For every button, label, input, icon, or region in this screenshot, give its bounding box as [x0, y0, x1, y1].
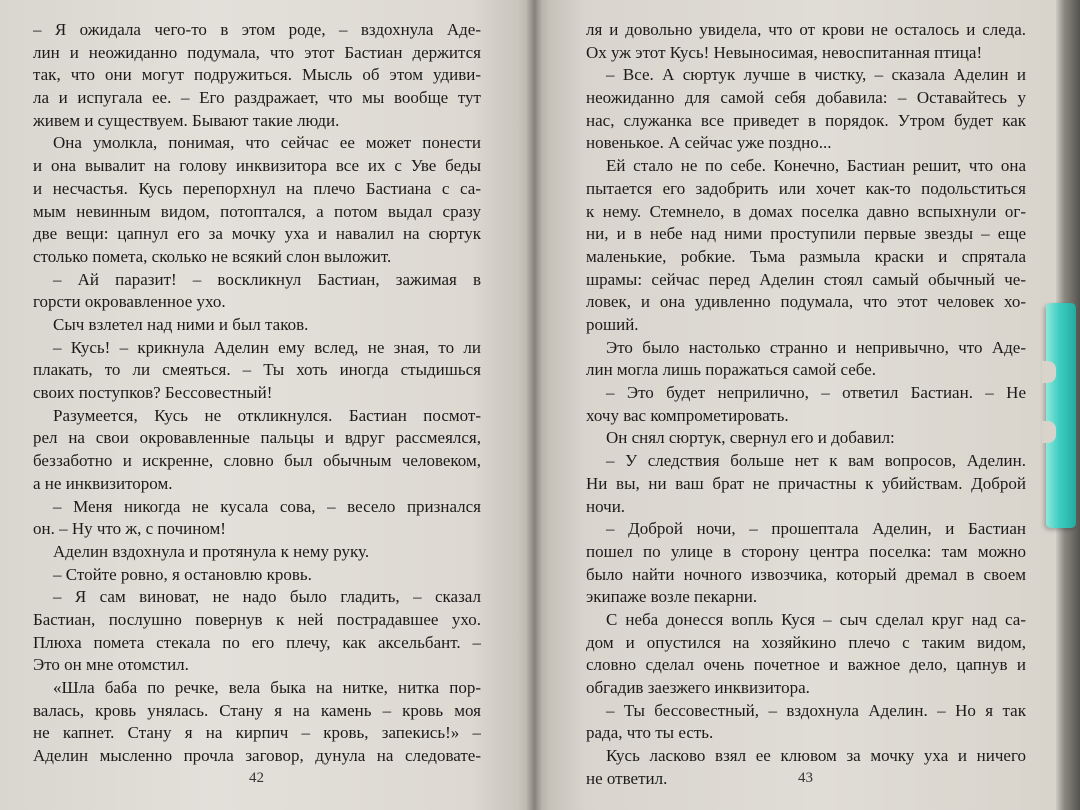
text-line: – Это будет неприлично, – ответил Бастиан. – Не [606, 383, 1026, 403]
book-gutter [526, 0, 542, 810]
clip-notch-lower [1042, 421, 1056, 443]
clip-notch-upper [1042, 361, 1056, 383]
text-line: нас, служанка все приведет в порядок. Утром будет как [586, 110, 1026, 130]
text-line: так, что они могут подружиться. Мысль об этом удиви- [33, 65, 481, 85]
text-line: беззаботно и искренне, словно был обычным человеком, [33, 451, 481, 471]
text-line: лин и неожиданно подумала, что этот Бастиан держится [33, 42, 481, 62]
text-line: Аделин вздохнула и протянула к нему руку. [53, 541, 370, 561]
text-line: рел на свои окровавленные пальцы и вдруг рассмеялся, [33, 428, 481, 448]
right-page-text [586, 19, 1026, 791]
text-line: и несчастья. Кусь перепорхнул на плечо Бастиана с са- [33, 178, 481, 198]
text-line: Он снял сюртук, свернул его и добавил: [606, 428, 895, 448]
text-line: Это было настолько странно и непривычно, что Аде- [606, 337, 1026, 357]
right-page [534, 0, 1056, 810]
text-line: словно сделал очень почетное и важное дело, цапнув и [586, 655, 1026, 675]
text-line: пошел по улице в сторону центра поселка: там можно [586, 541, 1026, 561]
text-line: живем и существуем. Бывают такие люди. [33, 110, 340, 130]
text-line: – Доброй ночи, – прошептала Аделин, и Бастиан [606, 519, 1026, 539]
text-line: экипаже возле пекарни. [586, 587, 758, 607]
text-line: – Я сам виноват, не надо было гладить, – сказал [53, 587, 481, 607]
text-line: плакать, то ли смеяться. – Ты хоть иногда стыдишься [33, 360, 481, 380]
text-line: Кусь ласково взял ее клювом за мочку уха и ничего [606, 746, 1026, 766]
text-line: шрамы: сейчас перед Аделин стоял самый обычный че- [586, 269, 1026, 289]
text-line: ни, и в небе над ними проступили первые звезды – еще [586, 224, 1026, 244]
text-line: ла и испугала ее. – Его раздражает, что мы вообще тут [33, 88, 481, 108]
text-line: хочу вас компрометировать. [586, 405, 789, 425]
text-line: – Я ожидала чего-то в этом роде, – вздохнула Аде- [33, 20, 481, 39]
text-line: было найти ночного извозчика, который дремал в своем [586, 564, 1026, 584]
left-page-text [33, 19, 481, 768]
text-line: мым невинным видом, потоптался, а потом выдал сразу [33, 201, 481, 221]
page-number-left: 42 [249, 770, 264, 786]
text-line: роший. [586, 314, 639, 334]
text-line: Сыч взлетел над ними и был таков. [53, 314, 309, 334]
text-line: валась, кровь унялась. Стану я на камень – кровь моя [33, 700, 481, 720]
text-line: неожиданно для самой себя добавила: – Оставайтесь у [586, 88, 1026, 108]
text-line: – Меня никогда не кусала сова, – весело признался [53, 496, 481, 516]
text-line: – Ты бессовестный, – вздохнула Аделин. – Но я так [606, 700, 1026, 720]
text-line: С неба донесся вопль Куся – сыч сделал круг над са- [606, 610, 1026, 629]
left-page [0, 0, 534, 810]
text-line: горсти окровавленное ухо. [33, 292, 226, 312]
text-line: ночи. [586, 496, 626, 516]
text-line: к нему. Стемнело, в домах поселка давно вспыхнули ог- [586, 201, 1026, 221]
text-line: две вещи: цапнул его за мочку уха и навалил на сюртук [33, 224, 481, 244]
text-line: Ох уж этот Кусь! Невыносимая, невоспитанная птица! [586, 42, 983, 62]
bookmark-clip[interactable] [1046, 303, 1076, 528]
text-line: Бастиан, послушно повернув к ней пострадавшее ухо. [33, 610, 481, 630]
page-number-right: 43 [798, 770, 813, 786]
text-line: Аделин мысленно прочла заговор, дунула на следовате- [33, 746, 481, 766]
text-line: Ей стало не по себе. Конечно, Бастиан решит, что она [606, 156, 1026, 176]
text-line: – Все. А сюртук лучше в чистку, – сказала Аделин и [606, 65, 1026, 85]
text-line: Это он мне отомстил. [33, 655, 189, 675]
text-line: не капнет. Стану я на кирпич – кровь, запекись!» – [33, 723, 481, 743]
text-line: – Стойте ровно, я остановлю кровь. [53, 564, 312, 584]
text-line: ля и довольно увидела, что от крови не осталось и следа. [586, 20, 1026, 39]
text-line: Плюха помета стекала по его плечу, как аксельбант. – [33, 632, 481, 652]
text-line: Разумеется, Кусь не откликнулся. Бастиан посмот- [53, 405, 481, 425]
text-line: ловек, и она удивленно подумала, что этот человек хо- [586, 292, 1026, 312]
text-line: рада, что ты есть. [586, 723, 714, 743]
text-line: и она вывалит на голову инквизитора все их с Уве беды [33, 156, 481, 176]
text-line: пытается его задобрить или хочет как-то подольститься [586, 178, 1026, 198]
text-line: – Ай паразит! – воскликнул Бастиан, зажимая в [53, 269, 481, 289]
text-line: он. – Ну что ж, с почином! [33, 519, 226, 539]
text-line: своих поступков? Бессовестный! [33, 383, 273, 403]
text-line: не ответил. [586, 768, 668, 788]
text-line: Она умолкла, понимая, что сейчас ее может понести [53, 133, 481, 153]
text-line: Ни вы, ни ваш брат не причастны к убийствам. Доброй [586, 473, 1026, 493]
text-line: новенькое. А сейчас уже поздно... [586, 133, 832, 153]
text-line: «Шла баба по речке, вела быка на нитке, нитка пор- [53, 678, 481, 698]
text-line: – У следствия больше нет к вам вопросов, Аделин. [606, 451, 1026, 471]
text-line: лин могла лишь поражаться самой себе. [586, 360, 876, 380]
text-line: – Кусь! – крикнула Аделин ему вслед, не зная, то ли [53, 337, 481, 357]
text-line: маленькие, робкие. Тьма размыла краски и спрятала [586, 246, 1026, 266]
text-line: обгадив заезжего инквизитора. [586, 678, 810, 698]
text-line: а не инквизитором. [33, 473, 173, 493]
text-line: столько помета, сколько не всякий слон выложит. [33, 246, 392, 266]
text-line: дом и опустился на хозяйкино плечо с таким видом, [586, 632, 1026, 652]
